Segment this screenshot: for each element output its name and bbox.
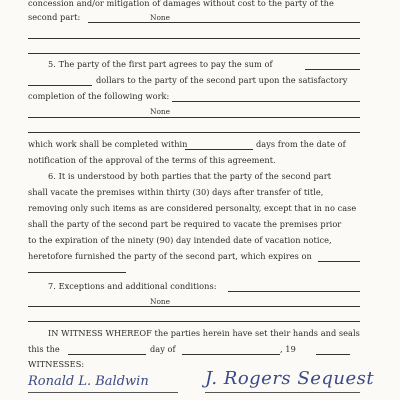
- section7-line-1: 7. Exceptions and additional conditions:: [48, 281, 217, 291]
- witness-year-prefix: , 19: [280, 344, 296, 354]
- sum-line-2: [28, 85, 92, 86]
- witness-this-the: this the: [28, 344, 60, 354]
- exceptions-line-2: [28, 306, 360, 307]
- signature-right: J. Rogers Sequest: [205, 368, 375, 389]
- exceptions-fill: None: [150, 297, 171, 306]
- signature-left-line: [28, 392, 178, 393]
- witnesses-label: WITNESSES:: [28, 359, 85, 369]
- section5-line-5b: days from the date of: [256, 139, 346, 149]
- section5-line-5a: which work shall be completed within: [28, 139, 188, 149]
- section5-line-6: notification of the approval of the terms of this agreement.: [28, 155, 276, 165]
- sum-line-1: [305, 69, 360, 70]
- section6-line-2: shall vacate the premises within thirty (30) days after transfer of title,: [28, 187, 324, 197]
- witness-day-of: day of: [150, 344, 176, 354]
- witness-line-1: IN WITNESS WHEREOF the parties herein have set their hands and seals: [48, 328, 360, 338]
- section6-line-1: 6. It is understood by both parties that the party of the second part: [48, 171, 332, 181]
- second-part-fill: None: [150, 13, 171, 22]
- exceptions-line-1: [228, 291, 360, 292]
- expires-line-2: [28, 272, 126, 273]
- work-line-3: [28, 132, 360, 133]
- signature-left: Ronald L. Baldwin: [28, 374, 149, 389]
- section6-line-3: removing only such items as are considered personalty, except that in no case: [28, 203, 357, 213]
- section5-line-1: 5. The party of the first part agrees to pay the sum of: [48, 59, 273, 69]
- work-fill: None: [150, 107, 171, 116]
- work-line-2: [28, 117, 360, 118]
- blank-line-1: [28, 38, 360, 39]
- section5-line-3: completion of the following work:: [28, 91, 170, 101]
- signature-right-line: [205, 392, 360, 393]
- second-part-line: [88, 22, 360, 23]
- section6-line-4: shall the party of the second part be required to vacate the premises prior: [28, 219, 342, 229]
- witness-year-line: [316, 354, 350, 355]
- days-line: [185, 149, 253, 150]
- second-part-label: second part:: [28, 12, 81, 22]
- exceptions-line-3: [28, 321, 360, 322]
- top-line-1: concession and/or mitigation of damages without cost to the party of the: [28, 0, 334, 8]
- section6-line-5: to the expiration of the ninety (90) day intended date of vacation notice,: [28, 235, 332, 245]
- expires-line-1: [318, 261, 360, 262]
- section5-line-2: dollars to the party of the second part upon the satisfactory: [96, 75, 348, 85]
- witness-day-line: [68, 354, 146, 355]
- witness-month-line: [182, 354, 280, 355]
- work-line-1: [172, 101, 360, 102]
- blank-line-2: [28, 53, 360, 54]
- section6-line-6: heretofore furnished the party of the second part, which expires on: [28, 251, 312, 261]
